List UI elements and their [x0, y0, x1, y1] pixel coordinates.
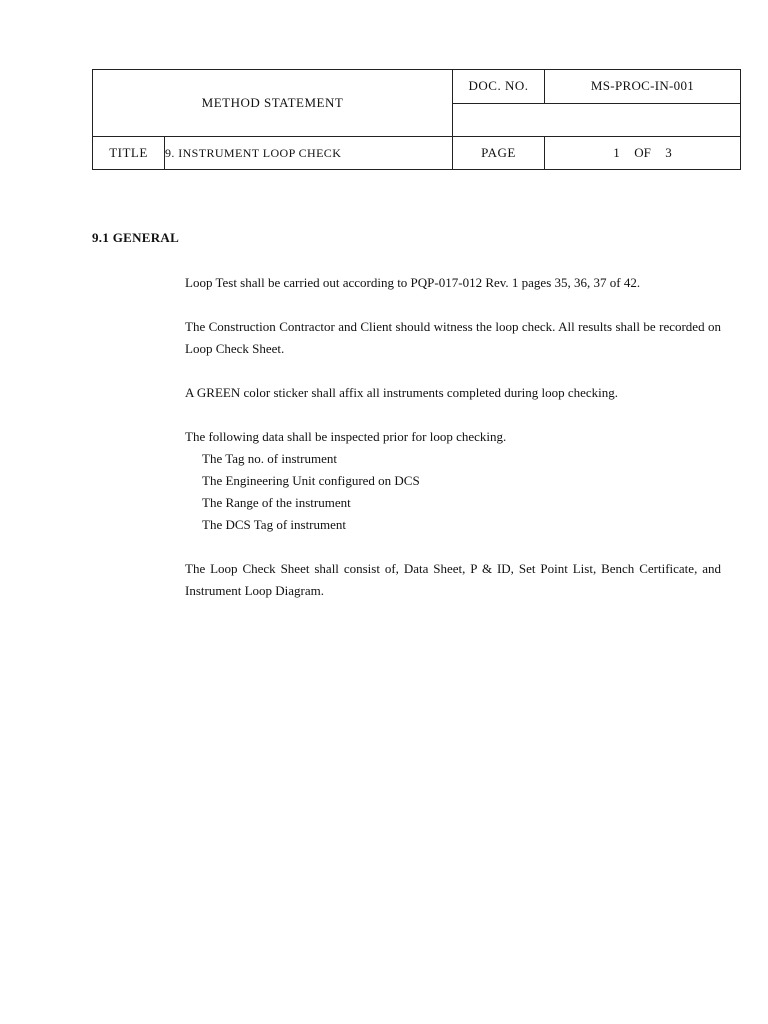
- doc-no-value: MS-PROC-IN-001: [590, 78, 695, 94]
- doc-no-value-cell: [545, 70, 741, 104]
- inspection-list: [185, 448, 721, 536]
- method-statement-label: METHOD STATEMENT: [201, 95, 344, 110]
- empty-header-cell: [453, 103, 741, 137]
- section-body: [185, 272, 721, 624]
- page-value: 1 OF 3: [613, 145, 672, 160]
- paragraph-inspection-intro: The following data shall be inspected prior for loop checking.: [185, 429, 507, 444]
- paragraph-witness: The Construction Contractor and Client should witness the loop check. All results shall be recorded on Loop Check Sheet.: [185, 319, 721, 356]
- paragraph-loop-test: Loop Test shall be carried out according to PQP-017-012 Rev. 1 pages 35, 36, 37 of 42.: [185, 275, 641, 290]
- paragraph-sticker: A GREEN color sticker shall affix all instruments completed during loop checking.: [185, 385, 618, 400]
- list-item: The DCS Tag of instrument: [202, 517, 347, 532]
- page-value-cell: [545, 137, 741, 170]
- doc-no-label: DOC. NO.: [468, 78, 529, 94]
- method-statement-cell: [93, 70, 453, 137]
- list-item: The Range of the instrument: [202, 495, 351, 510]
- title-value-cell: [165, 137, 453, 170]
- title-value: 9. INSTRUMENT LOOP CHECK: [165, 145, 342, 160]
- section-heading: 9.1 GENERAL: [92, 230, 180, 245]
- title-label: TITLE: [109, 145, 148, 160]
- page-label-cell: [453, 137, 545, 170]
- paragraph-loop-check-sheet: The Loop Check Sheet shall consist of, Data Sheet, P & ID, Set Point List, Bench Certificate, and Instrument Loop Diagram.: [185, 561, 721, 598]
- doc-no-label-cell: [453, 70, 545, 104]
- title-label-cell: [93, 137, 165, 170]
- list-item: The Tag no. of instrument: [202, 451, 337, 466]
- page-label: PAGE: [481, 145, 516, 160]
- list-item: The Engineering Unit configured on DCS: [202, 473, 420, 488]
- header-table: [92, 69, 741, 170]
